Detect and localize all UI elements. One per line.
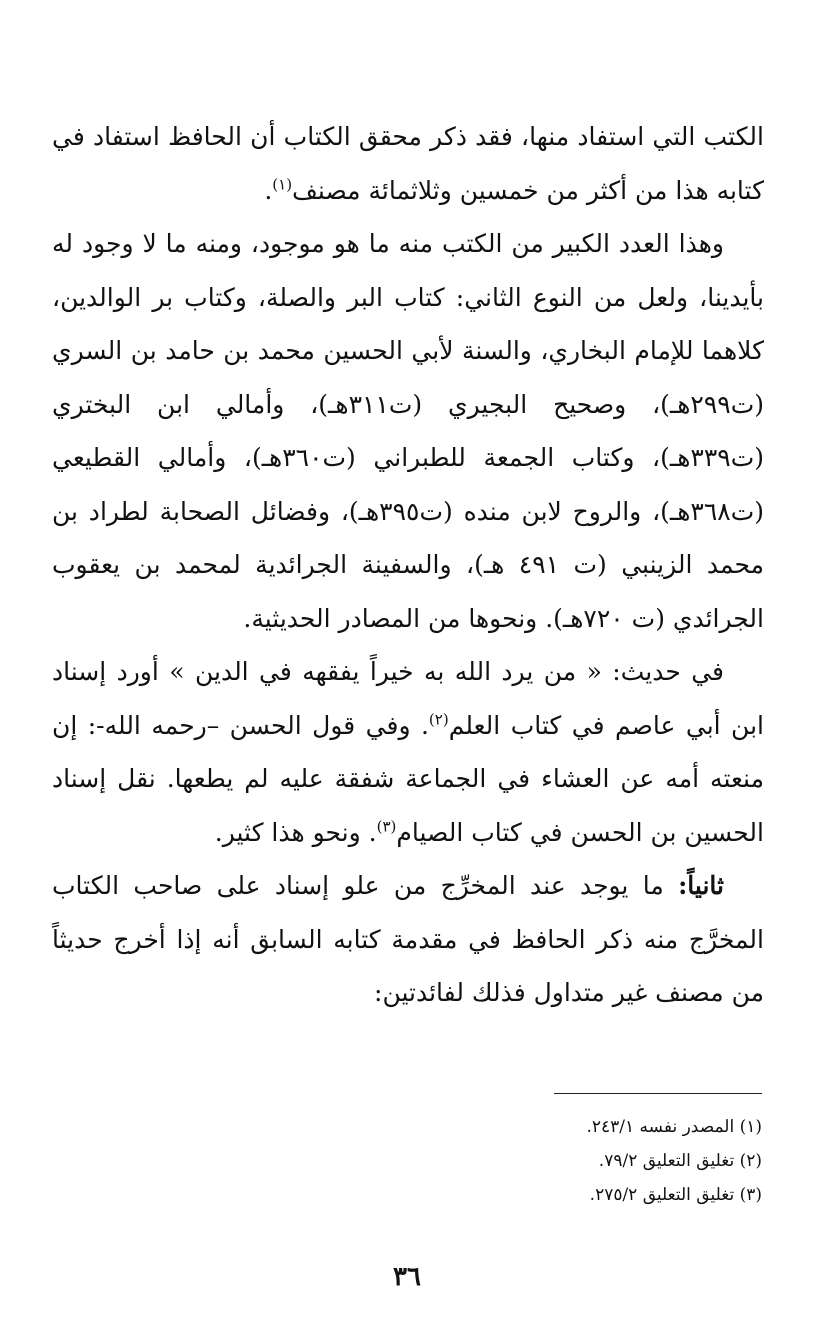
paragraph-4-text: ما يوجد عند المخرِّج من علو إسناد على صاحب الكتاب المخرَّج منه ذكر الحافظ في مقدمة كتابه السابق أنه إذا أخرج حديثاً من مصنف غير متداول فذلك لفائدتين:: [52, 871, 764, 1007]
paragraph-4: [52, 859, 764, 1020]
section-label: ثانياً:: [678, 871, 724, 900]
paragraph-2: وهذا العدد الكبير من الكتب منه ما هو موجود، ومنه ما لا وجود له بأيدينا، ولعل من النوع الثاني: كتاب البر والصلة، وكتاب بر الوالدين، كلاهما للإمام البخاري، والسنة لأبي الحسين محمد بن حامد بن السري (ت٢٩٩هـ)، وصحيح البجيري (ت٣١١هـ)، وأمالي ابن البختري (ت٣٣٩هـ)، وكتاب الجمعة للطبراني (ت٣٦٠هـ)، وأمالي القطيعي (ت٣٦٨هـ)، والروح لابن منده (ت٣٩٥هـ)، وفضائل الصحابة لطراد بن محمد الزينبي (ت ٤٩١ هـ)، والسفينة الجرائدية لمحمد بن يعقوب الجرائدي (ت ٧٢٠هـ). ونحوها من المصادر الحديثية.: [52, 229, 764, 633]
page-body: [52, 110, 764, 1020]
paragraph-3-part-a: في حديث: « من يرد الله به خيراً يفقهه في الدين » أورد إسناد ابن أبي عاصم في كتاب العلم: [52, 657, 764, 740]
paragraph-3-part-c: . ونحو هذا كثير.: [214, 817, 377, 847]
paragraph-1-text: الكتب التي استفاد منها، فقد ذكر محقق الكتاب أن الحافظ استفاد في كتابه هذا من أكثر من خمسين وثلاثمائة مصنف: [52, 122, 764, 205]
main-text: [52, 110, 764, 1020]
paragraph-1: [52, 110, 764, 217]
footnotes: [262, 1110, 762, 1212]
footnote-2: (٢) تغليق التعليق ٧٩/٢.: [598, 1151, 762, 1171]
footnote-divider: [554, 1093, 762, 1094]
footnote-ref-3: (٣): [376, 817, 397, 836]
footnote-ref-1: (١): [272, 175, 293, 194]
paragraph-3-part-b: . وفي قول الحسن –رحمه الله-: إن منعته أمه عن العشاء في الجماعة شفقة عليه لم يطعها. نقل إسناد الحسين بن الحسن في كتاب الصيام: [52, 710, 764, 847]
footnote-ref-2: (٢): [428, 710, 449, 729]
paragraph-1-end: .: [264, 175, 273, 205]
footnote-1: (١) المصدر نفسه ٢٤٣/١.: [586, 1117, 762, 1137]
footnote-3: (٣) تغليق التعليق ٢٧٥/٢.: [589, 1185, 762, 1205]
page-number: ٣٦: [393, 1262, 421, 1292]
paragraph-3: [52, 645, 764, 859]
